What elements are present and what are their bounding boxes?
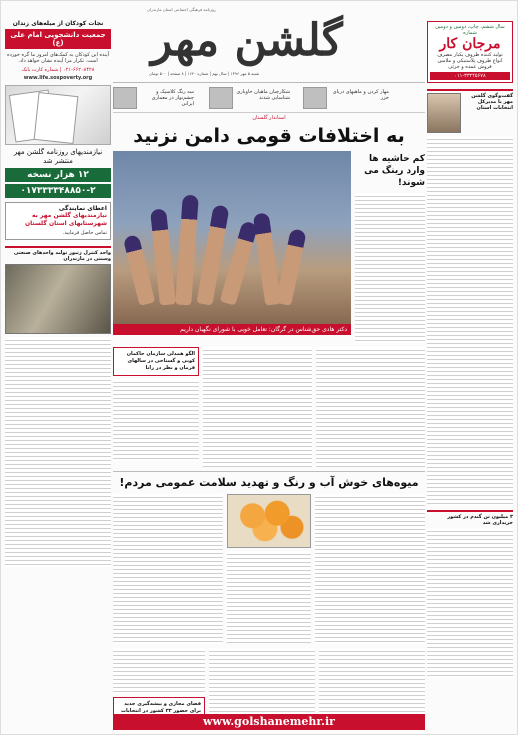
fruit-photo-col: [227, 494, 311, 644]
classified-phone: ۰۱۷۳۳۳۳۴۸۸۵۰-۲: [5, 184, 111, 198]
teaser-2[interactable]: شکارچیان ماهیان خاویاری شناسایی شدند: [236, 89, 290, 101]
lead-photo: [113, 151, 351, 335]
fruit-photo: [227, 494, 311, 548]
fruit-story: [113, 471, 425, 644]
masthead: [113, 5, 425, 83]
org-phone: ۰۲۱-۶۶۲۰۸۴۲۸ | شماره کارت بانک: [21, 67, 95, 73]
website-footer[interactable]: www.golshanemehr.ir: [113, 714, 425, 730]
fruit-body-3: [113, 494, 223, 644]
teaser-thumb: [303, 87, 327, 109]
fruit-body-1: [315, 494, 425, 644]
photo-caption: دکتر هادی حق‌شناس در گرگان: تعامل خوبی با شورای نگهبان داریم: [113, 324, 351, 335]
teaser-strip: [113, 85, 425, 113]
representation-box: [5, 202, 111, 240]
lead-photo-wrap: [113, 149, 351, 343]
ad-box: [427, 21, 513, 83]
masthead-logo: گلشن مهر: [151, 15, 343, 66]
rep-contact: تماس حاصل فرمایید.: [62, 230, 107, 236]
fruit-body-2: [227, 551, 311, 643]
org-title: نجات کودکان از میله‌های زندان: [12, 20, 104, 27]
org-name: جمعیت دانشجویی امام علی (ع): [5, 29, 111, 49]
left-story: [5, 246, 111, 567]
rep-title: اعطای نمایندگی: [58, 205, 107, 212]
left-story-title: واحد کنترل زنبور تولید واحدهای صنعتی وسنتی در مازندران: [13, 250, 111, 262]
rep-text: نیازمندیهای گلشن مهر به شهرستانهای استان گلستان: [25, 212, 107, 227]
ad-line-3: فروش عمده و جزئی: [448, 64, 492, 70]
org-website[interactable]: www.life.sospoverty.org: [23, 75, 93, 81]
body-row: [113, 347, 425, 467]
brief-box: [427, 510, 513, 678]
highlight-body: [113, 379, 199, 461]
side-story: [355, 149, 425, 343]
org-appeal: آینده این کودکان به کمک‌های امروز ما گره خورده است. تکرار مرا آینده نشان خواهد داد.: [6, 52, 110, 64]
headline-kicker: استاندار گلستان: [252, 115, 286, 121]
side-story-body: [355, 193, 425, 343]
ad-line-1: تولید کننده ظروف یکبار مصرف: [437, 52, 503, 58]
teaser-thumb: [113, 87, 137, 109]
fruit-headline: میوه‌های خوش آب و رنگ و تهدید سلامت عمومی مردم!: [119, 476, 419, 489]
interview-portrait: [427, 93, 461, 133]
teaser-1[interactable]: سه رنگ کلاسیک و چشم‌نواز در معماری ایرانی: [151, 89, 194, 107]
teaser-3[interactable]: مهار کردن و ماهیهای دریای خزر: [332, 89, 389, 101]
interview-body: [427, 136, 513, 506]
teaser-thumb: [209, 87, 233, 109]
brief-body: [427, 528, 513, 678]
right-column: [427, 21, 513, 678]
ad-phone: ۰۱۱-۳۳۲۴۵۶۷۸: [430, 72, 510, 80]
highlight-box: [113, 347, 199, 467]
body-col-2: [203, 347, 312, 467]
main-headline: به اختلافات قومی دامن نزنید: [133, 125, 405, 147]
lead-row: [113, 149, 425, 343]
bottom-box-title: فضای مجازی و پیشه‌گیری جدید برای حضور ۳۳ کشور در انتخابات: [121, 701, 201, 714]
left-story-body: [5, 337, 111, 567]
masthead-dateline: شنبه ۵ مهر ۱۳۹۶ | سال نهم | شماره ۱۶۴۰ | ۸ صفحه | ۵۰۰ تومان: [149, 71, 260, 76]
copies-badge: ۱۲ هزار نسخه: [5, 168, 111, 182]
masthead-tagline: روزنامه فرهنگی اجتماعی استان مازندران: [147, 7, 216, 12]
highlight-title: الگو همدلی سازمان حاکمان کوبی و گستاخی در سالهای فرمان و نظر در رانا: [126, 351, 195, 371]
classified-thumbnail: [5, 85, 111, 145]
interview-title: گفت‌وگوی گلشن مهر با مدیرکل انتخابات استان: [471, 93, 513, 111]
ad-top: سال ششم، چاپ، دومین و دومین شماره: [435, 24, 505, 36]
interview-box: [427, 89, 513, 506]
brief-title: ۳ میلیون تن گندم در کشور خریداری شد: [447, 514, 513, 526]
main-area: [113, 5, 425, 728]
ad-brand: مرجان کار: [439, 36, 501, 52]
side-headline: کم حاشیه ها وارد رینگ می شوند!: [364, 154, 425, 188]
classified-title: نیازمندیهای روزنامه گلشن مهر منتشر شد: [13, 148, 103, 165]
left-story-photo: [5, 264, 111, 334]
left-column: [5, 21, 111, 567]
ad-line-2: انواع ظروف پلاستیکی و ملامین: [437, 58, 503, 64]
body-col-1: [316, 347, 425, 467]
